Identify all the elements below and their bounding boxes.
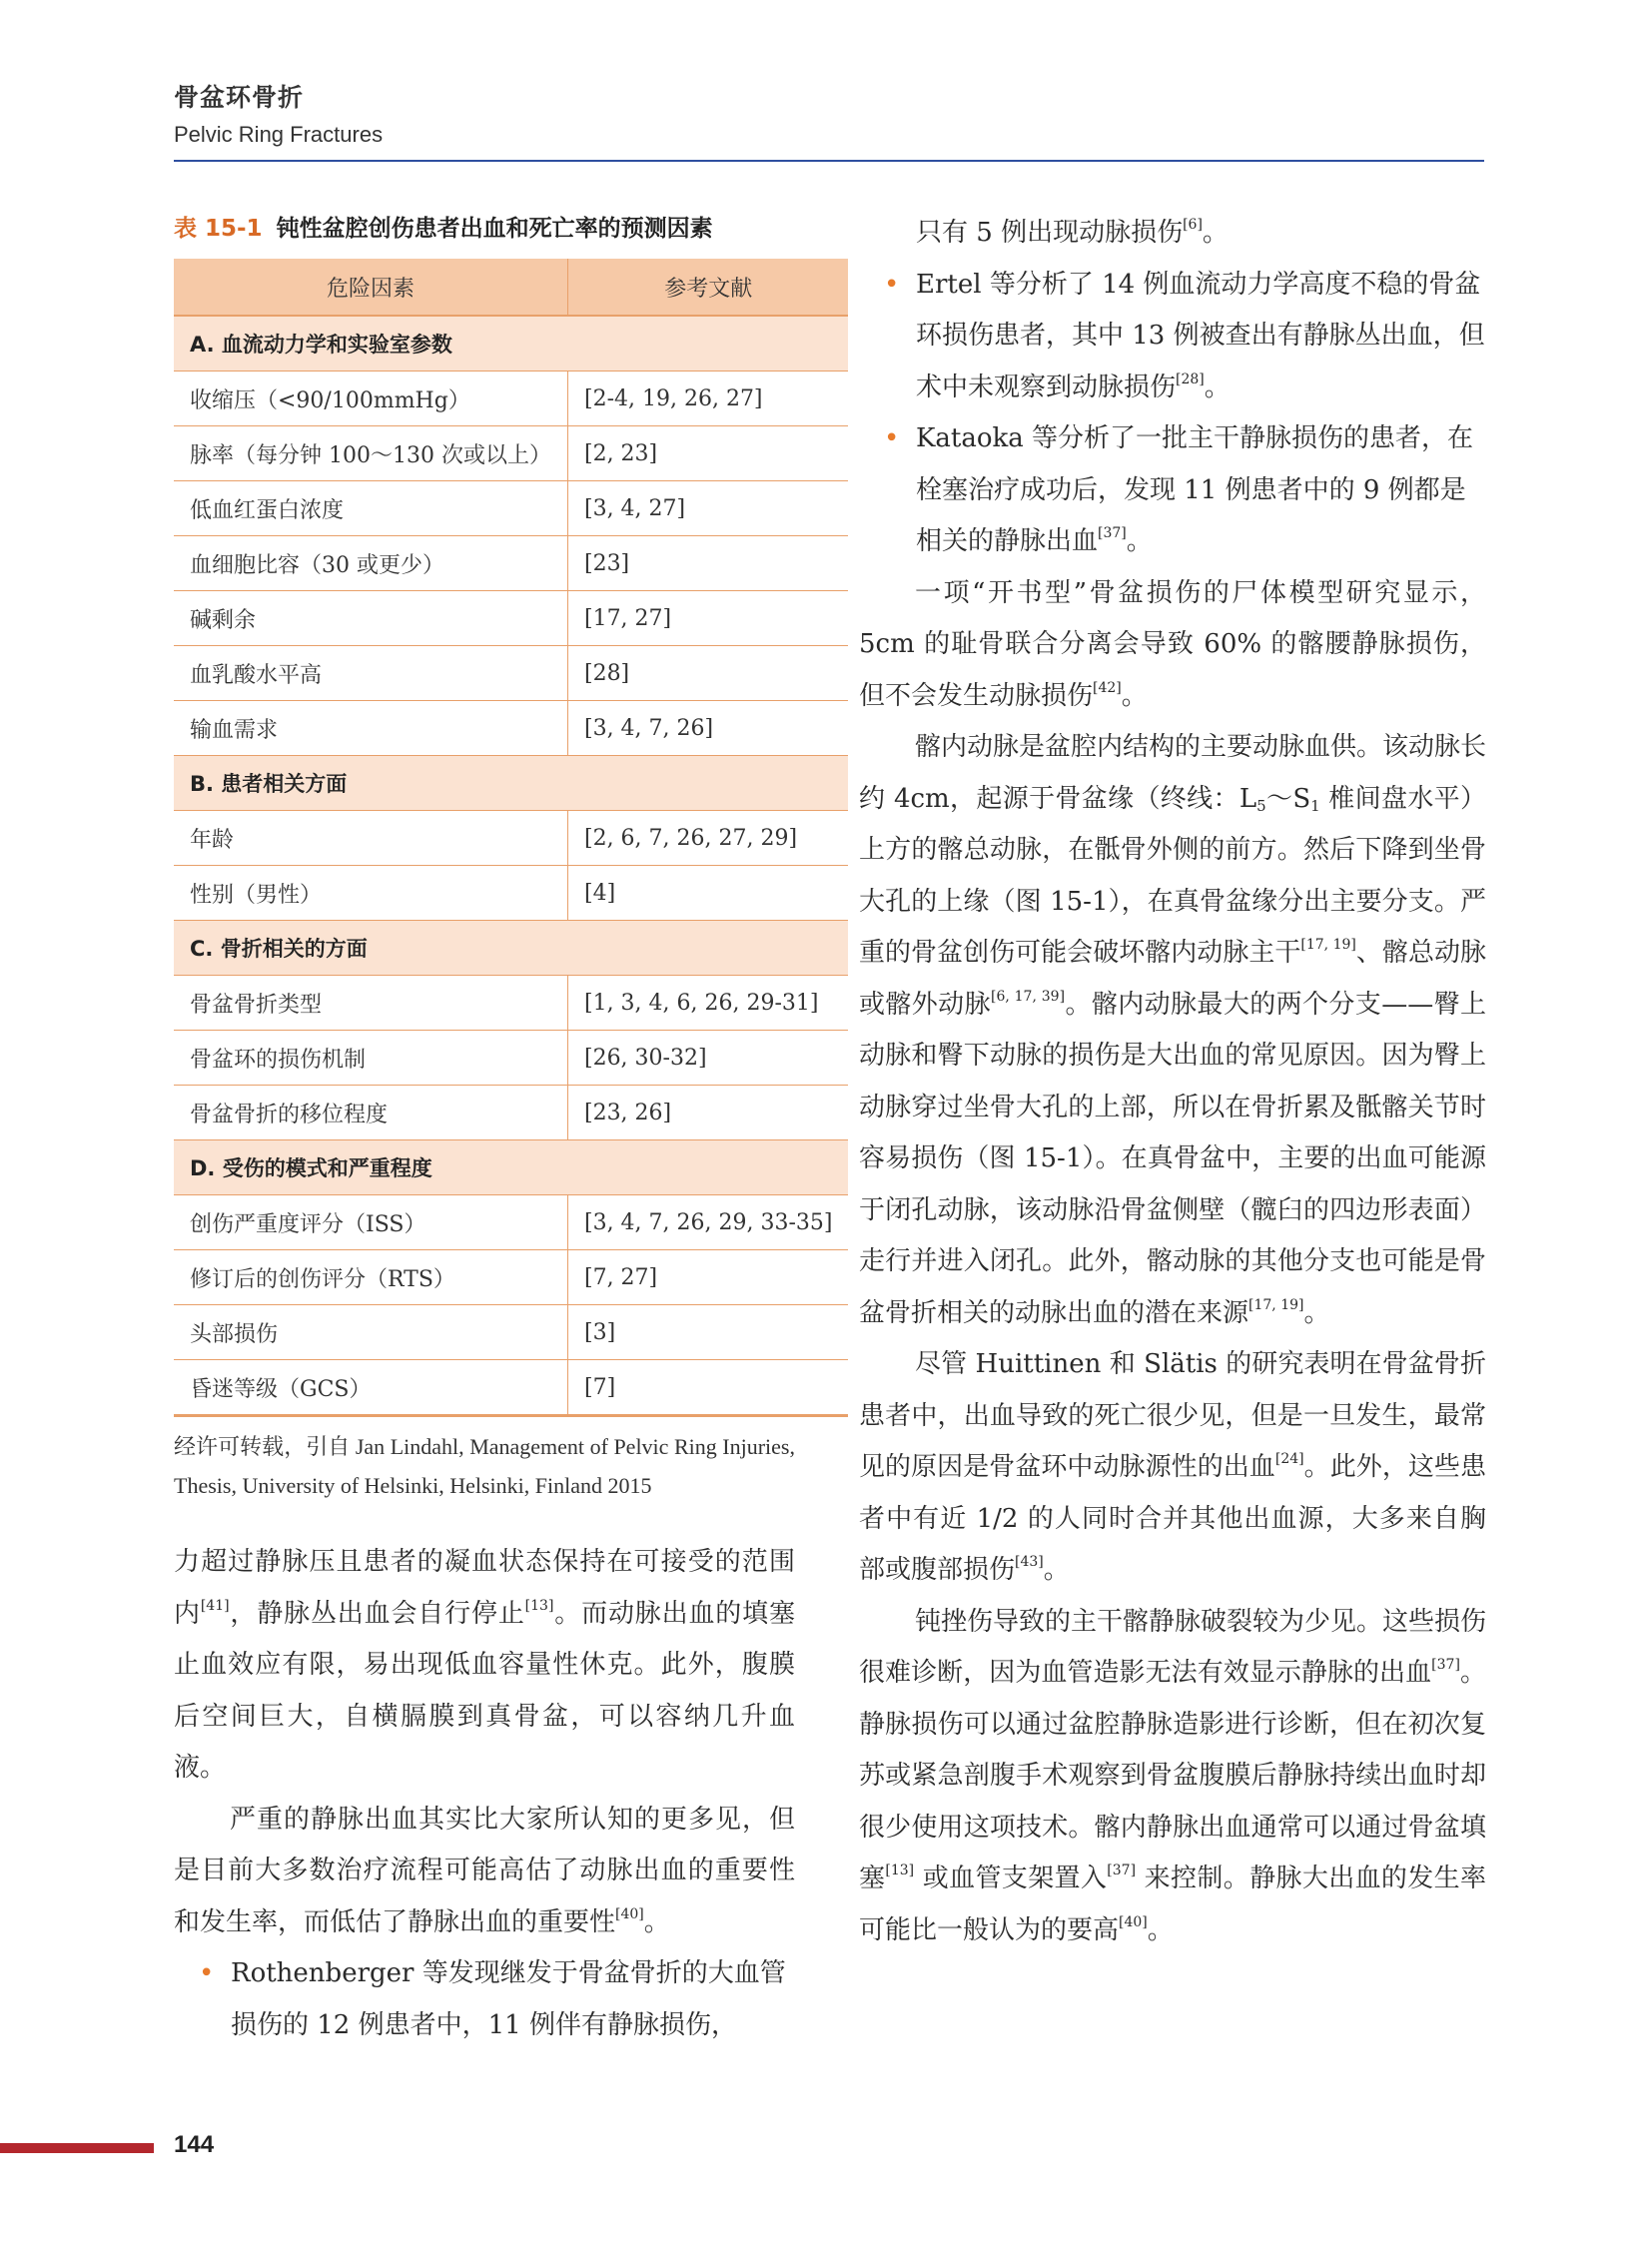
risk-factor-cell: 脉率（每分钟 100～130 次或以上） <box>174 426 567 481</box>
table-row <box>174 426 848 481</box>
paragraph: 尽管 Huittinen 和 Slätis 的研究表明在骨盆骨折患者中，出血导致的死亡很少见，但是一旦发生，最常见的原因是骨盆环中动脉源性的出血[24]。此外，这些患者中有近 1/2 的人同时合并其他出血源，大多来自胸部或腹部损伤[43]。 <box>859 1349 1486 1585</box>
header-title-zh: 骨盆环骨折 <box>174 83 305 112</box>
bullet-item: • Kataoka 等分析了一批主干静脉损伤的患者，在栓塞治疗成功后，发现 11 例患者中的 9 例都是相关的静脉出血[37]。 <box>859 413 1486 568</box>
left-column <box>174 210 833 2051</box>
table-row <box>174 976 848 1031</box>
risk-factor-cell: 低血红蛋白浓度 <box>174 481 567 536</box>
paragraph: 一项“开书型”骨盆损伤的尸体模型研究显示，5cm 的耻骨联合分离会导致 60% 的髂腰静脉损伤，但不会发生动脉损伤[42]。 <box>859 577 1486 711</box>
table-row <box>174 536 848 591</box>
right-body-text <box>859 208 1486 1956</box>
table-row <box>174 646 848 701</box>
table-source-note: 经许可转载，引自 Jan Lindahl, Management of Pelvic Ring Injuries, Thesis, University of Helsinki, Helsinki, Finland 2015 <box>174 1434 795 1498</box>
table-row <box>174 1305 848 1360</box>
table-row <box>174 866 848 921</box>
reference-cell: [3, 4, 7, 26, 29, 33-35] <box>567 1195 848 1250</box>
bullet-dot-icon: • <box>884 269 900 300</box>
bullet-item: • Rothenberger 等发现继发于骨盆骨折的大血管损伤的 12 例患者中，11 例伴有静脉损伤， <box>174 1948 795 2051</box>
risk-factor-cell: 年龄 <box>174 811 567 866</box>
running-header <box>174 78 1484 148</box>
table-row <box>174 372 848 426</box>
left-body-text <box>174 1537 795 2051</box>
risk-factor-cell: 血乳酸水平高 <box>174 646 567 701</box>
table-row <box>174 1250 848 1305</box>
table-section-title: B. 患者相关方面 <box>174 756 848 811</box>
col-header-risk: 危险因素 <box>174 259 567 316</box>
risk-factor-cell: 碱剩余 <box>174 591 567 646</box>
col-header-refs: 参考文献 <box>567 259 848 316</box>
bullet-item-continued: 只有 5 例出现动脉损伤[6]。 <box>916 217 1229 248</box>
table-row <box>174 1195 848 1250</box>
page-number: 144 <box>174 2131 215 2158</box>
right-column <box>859 208 1486 1956</box>
table-section-title: C. 骨折相关的方面 <box>174 921 848 976</box>
table-section-row <box>174 1140 848 1195</box>
table-caption <box>174 210 795 243</box>
risk-factor-cell: 骨盆骨折类型 <box>174 976 567 1031</box>
paragraph: 钝挫伤导致的主干髂静脉破裂较为少见。这些损伤很难诊断，因为血管造影无法有效显示静脉的出血[37]。静脉损伤可以通过盆腔静脉造影进行诊断，但在初次复苏或紧急剖腹手术观察到骨盆腹膜后静脉持续出血时却很少使用这项技术。髂内静脉出血通常可以通过骨盆填塞[13] 或血管支架置入[37] 来控制。静脉大出血的发生率可能比一般认为的要高[40]。 <box>859 1606 1487 1945</box>
header-rule <box>174 160 1484 162</box>
paragraph: 髂内动脉是盆腔内结构的主要动脉血供。该动脉长约 4cm，起源于骨盆缘（终线：$L_5\sim S_1$ 椎间盘水平）上方的髂总动脉，在骶骨外侧的前方。然后下降到坐骨大孔的上缘（图 15-1），在真骨盆缘分出主要分支。严重的骨盆创伤可能会破坏髂内动脉主干[17, 19]、髂总动脉或髂外动脉[6, 17, 39]。髂内动脉最大的两个分支——臀上动脉和臀下动脉的损伤是大出血的常见原因。因为臀上动脉穿过坐骨大孔的上部，所以在骨折累及骶髂关节时容易损伤（图 15-1）。在真骨盆中，主要的出血可能源于闭孔动脉，该动脉沿骨盆侧壁（髋臼的四边形表面）走行并进入闭孔。此外，髂动脉的其他分支也可能是骨盆骨折相关的动脉出血的潜在来源[17, 19]。 <box>859 732 1487 1328</box>
table-row <box>174 481 848 536</box>
reference-cell: [4] <box>567 866 848 921</box>
header-title-en: Pelvic Ring Fractures <box>174 122 384 147</box>
reference-cell: [2, 6, 7, 26, 27, 29] <box>567 811 848 866</box>
table-row <box>174 591 848 646</box>
risk-factor-cell: 血细胞比容（30 或更少） <box>174 536 567 591</box>
risk-factor-cell: 昏迷等级（GCS） <box>174 1360 567 1416</box>
risk-factor-cell: 收缩压（<90/100mmHg） <box>174 372 567 426</box>
risk-factor-cell: 修订后的创伤评分（RTS） <box>174 1250 567 1305</box>
reference-cell: [17, 27] <box>567 591 848 646</box>
paragraph: 严重的静脉出血其实比大家所认知的更多见，但是目前大多数治疗流程可能高估了动脉出血的重要性和发生率，而低估了静脉出血的重要性[40]。 <box>174 1804 795 1937</box>
table-row <box>174 701 848 756</box>
bullet-item: • Ertel 等分析了 14 例血流动力学高度不稳的骨盆环损伤患者，其中 13 例被查出有静脉丛出血，但术中未观察到动脉损伤[28]。 <box>859 260 1486 414</box>
reference-cell: [2, 23] <box>567 426 848 481</box>
risk-factor-cell: 骨盆环的损伤机制 <box>174 1031 567 1086</box>
paragraph: 力超过静脉压且患者的凝血状态保持在可接受的范围内[41]，静脉丛出血会自行停止[13]。而动脉出血的填塞止血效应有限，易出现低血容量性休克。此外，腹膜后空间巨大，自横膈膜到真骨盆，可以容纳几升血液。 <box>174 1547 795 1783</box>
bullet-dot-icon: • <box>199 1958 215 1988</box>
table-row <box>174 1031 848 1086</box>
table-caption-number: 表 15-1 <box>174 216 263 242</box>
table-row <box>174 811 848 866</box>
reference-cell: [28] <box>567 646 848 701</box>
table-section-row <box>174 316 848 372</box>
risk-factor-cell: 创伤严重度评分（ISS） <box>174 1195 567 1250</box>
table-caption-text: 钝性盆腔创伤患者出血和死亡率的预测因素 <box>276 216 713 242</box>
table-header-row <box>174 259 848 316</box>
table-section-title: A. 血流动力学和实验室参数 <box>174 316 848 372</box>
risk-factor-cell: 输血需求 <box>174 701 567 756</box>
reference-cell: [1, 3, 4, 6, 26, 29-31] <box>567 976 848 1031</box>
reference-cell: [3] <box>567 1305 848 1360</box>
table-section-title: D. 受伤的模式和严重程度 <box>174 1140 848 1195</box>
risk-factor-cell: 头部损伤 <box>174 1305 567 1360</box>
risk-factor-cell: 骨盆骨折的移位程度 <box>174 1086 567 1140</box>
page-footer-bar <box>0 2143 154 2153</box>
table-section-row <box>174 921 848 976</box>
reference-cell: [26, 30-32] <box>567 1031 848 1086</box>
table-row <box>174 1086 848 1140</box>
reference-cell: [7] <box>567 1360 848 1416</box>
risk-factor-table <box>174 259 848 1417</box>
reference-cell: [7, 27] <box>567 1250 848 1305</box>
bullet-dot-icon: • <box>884 423 900 453</box>
table-body <box>174 316 848 1416</box>
reference-cell: [23, 26] <box>567 1086 848 1140</box>
reference-cell: [23] <box>567 536 848 591</box>
reference-cell: [3, 4, 7, 26] <box>567 701 848 756</box>
reference-cell: [3, 4, 27] <box>567 481 848 536</box>
table-row <box>174 1360 848 1416</box>
risk-factor-cell: 性别（男性） <box>174 866 567 921</box>
reference-cell: [2-4, 19, 26, 27] <box>567 372 848 426</box>
table-section-row <box>174 756 848 811</box>
